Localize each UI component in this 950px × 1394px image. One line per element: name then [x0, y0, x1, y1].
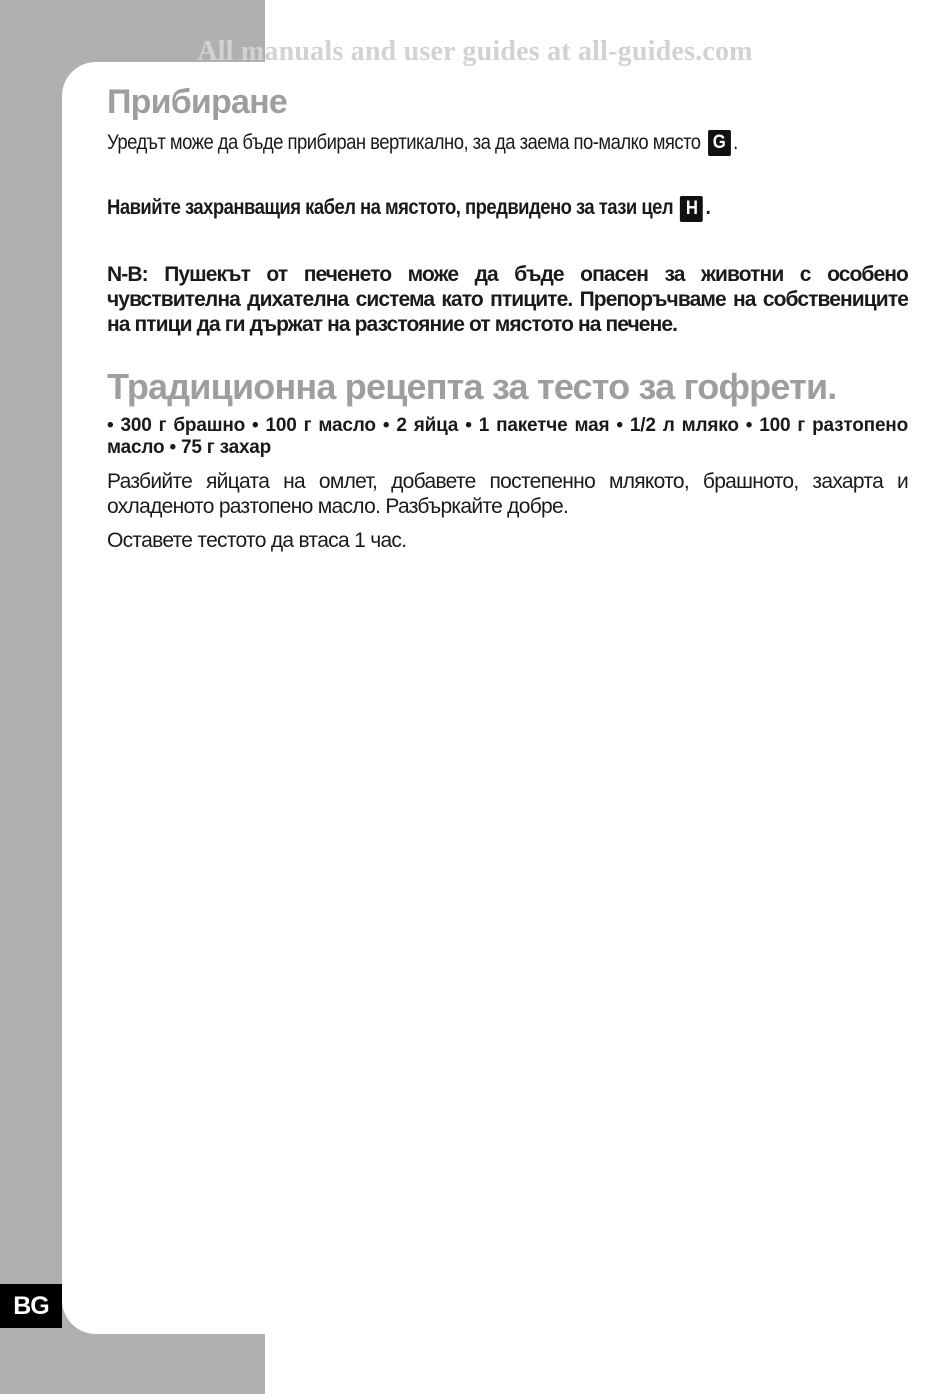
- storage-intro: [107, 130, 812, 156]
- recipe-method: Разбийте яйцата на омлет, добавете постепенно млякото, брашното, захарта и охладеното разтопено масло. Разбъркайте добре.: [107, 469, 908, 518]
- recipe-title: Традиционна рецепта за тесто за гофрети.: [107, 365, 837, 407]
- storage-title: Прибиране: [107, 83, 287, 121]
- cable-instruction-end: .: [705, 196, 711, 220]
- language-tab: BG: [0, 1284, 62, 1328]
- recipe-rest: Оставете тестото да втаса 1 час.: [107, 528, 407, 552]
- cable-instruction-text: Навийте захранващия кабел на мястото, предвидено за тази цел: [107, 196, 674, 220]
- storage-intro-text: Уредът може да бъде прибиран вертикално, за да заема по-малко място: [107, 131, 701, 154]
- storage-intro-end: .: [733, 131, 738, 154]
- safety-note: N-B: Пушекът от печенето може да бъде опасен за животни с особено чувствителна дихателна система като птиците. Препоръчваме на собствениците на птици да ги държат на разстояние от мястото на печене.: [107, 262, 908, 336]
- cable-instruction: [107, 195, 812, 221]
- figure-h-badge: H: [680, 196, 703, 222]
- content: [107, 82, 908, 553]
- figure-g-badge: G: [708, 130, 731, 156]
- recipe-ingredients: • 300 г брашно • 100 г масло • 2 яйца • 1 пакетче мая • 1/2 л мляко • 100 г разтопено масло • 75 г захар: [107, 414, 908, 458]
- watermark: All manuals and user guides at all-guides.com: [197, 36, 753, 67]
